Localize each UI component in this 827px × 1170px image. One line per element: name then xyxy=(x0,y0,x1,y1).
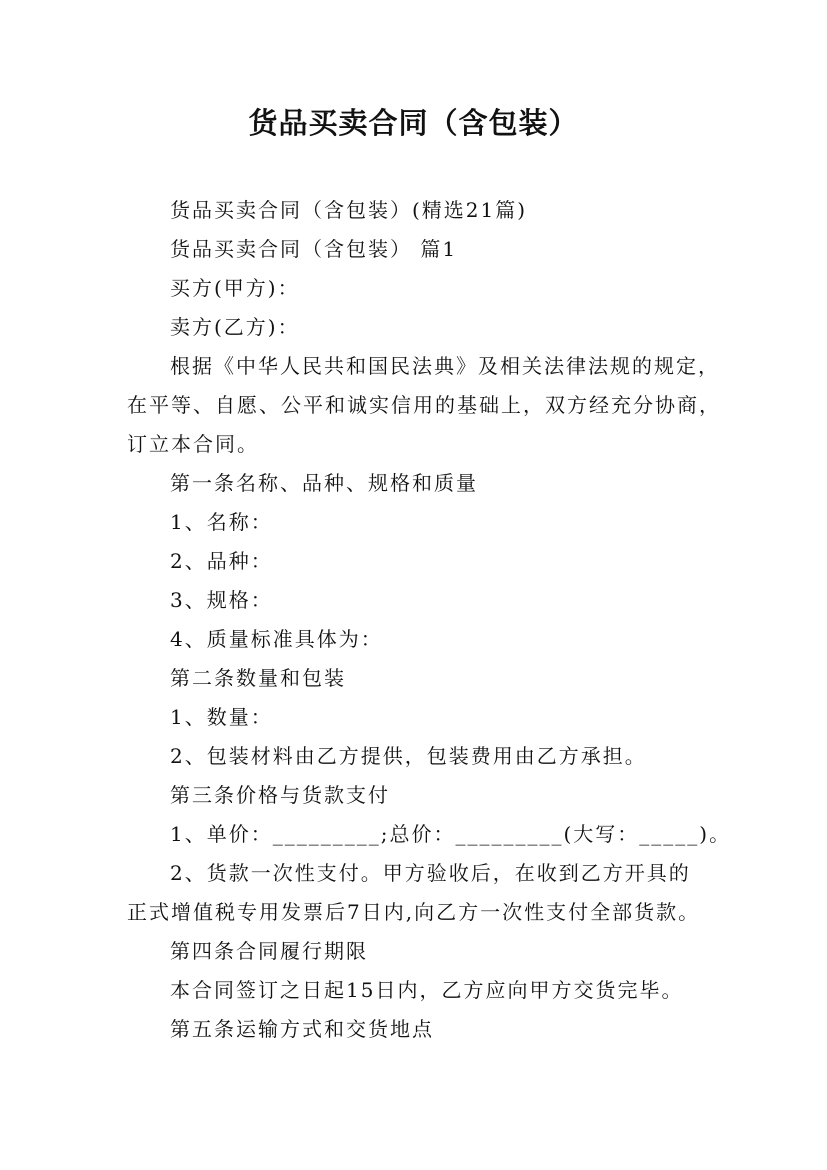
paragraph-line: 根据《中华人民共和国民法典》及相关法律法规的规定， xyxy=(170,354,720,378)
list-item: 2、货款一次性支付。甲方验收后，在收到乙方开具的 xyxy=(170,861,691,885)
list-item: 4、质量标准具体为： xyxy=(170,627,383,651)
paragraph-line: 订立本合同。 xyxy=(127,432,259,456)
list-item: 2、品种： xyxy=(170,549,273,573)
section-heading: 货品买卖合同（含包装） 篇1 xyxy=(170,237,458,261)
list-item: 1、数量： xyxy=(170,705,273,729)
buyer-line: 买方(甲方)： xyxy=(170,276,300,300)
article-heading: 第三条价格与货款支付 xyxy=(170,783,390,807)
document-title: 货品买卖合同（含包装） xyxy=(248,106,579,140)
seller-line: 卖方(乙方)： xyxy=(170,315,300,339)
paragraph-line: 本合同签订之日起15日内，乙方应向甲方交货完毕。 xyxy=(170,978,684,1002)
list-item: 1、名称： xyxy=(170,510,273,534)
article-heading: 第一条名称、品种、规格和质量 xyxy=(170,471,478,495)
article-heading: 第二条数量和包装 xyxy=(170,666,346,690)
list-item: 3、规格： xyxy=(170,588,273,612)
subtitle-line: 货品买卖合同（含包装）(精选21篇) xyxy=(170,198,528,222)
article-heading: 第四条合同履行期限 xyxy=(170,939,368,963)
article-heading: 第五条运输方式和交货地点 xyxy=(170,1017,434,1041)
list-item: 1、单价：_________;总价：_________(大写：_____)。 xyxy=(170,822,732,846)
paragraph-line: 在平等、自愿、公平和诚实信用的基础上，双方经充分协商， xyxy=(127,393,721,417)
paragraph-line: 正式增值税专用发票后7日内,向乙方一次性支付全部货款。 xyxy=(127,900,701,924)
list-item: 2、包装材料由乙方提供，包装费用由乙方承担。 xyxy=(170,744,647,768)
